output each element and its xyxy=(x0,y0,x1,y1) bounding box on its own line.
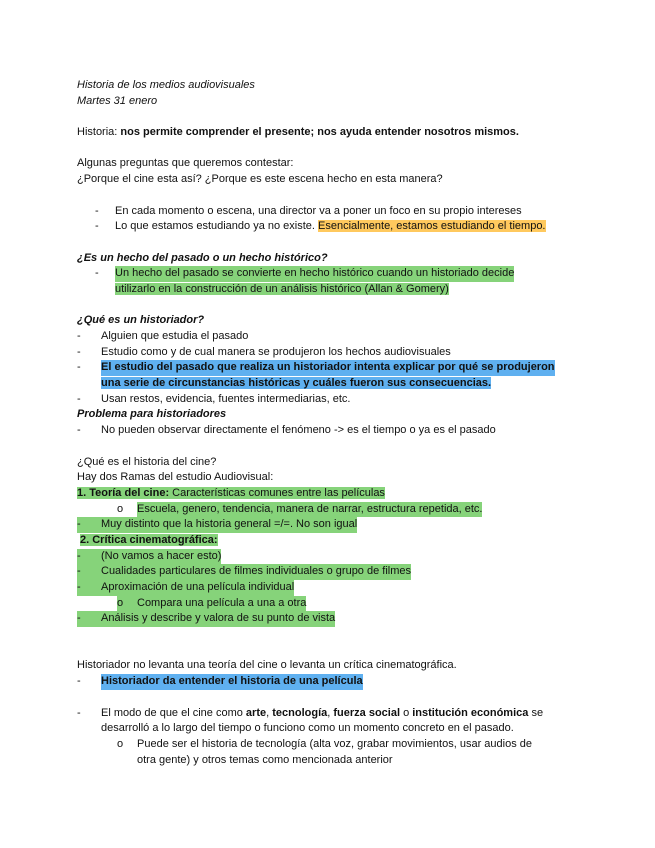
bullet-circle: o xyxy=(117,737,124,750)
list-item xyxy=(77,502,577,518)
list-item xyxy=(77,392,577,408)
teoria-line xyxy=(77,486,577,502)
document-page xyxy=(77,78,577,768)
bullet-dash: - xyxy=(77,392,81,405)
text-run: o xyxy=(400,706,413,719)
bullet-dash: - xyxy=(77,330,81,342)
term-tecnologia: tecnología xyxy=(272,706,328,719)
highlight-green: Muy distinto que la historia general =/=. No son igual xyxy=(101,517,357,533)
bullet-dash: - xyxy=(77,424,81,437)
highlight-yellow: Esencialmente, estamos estudiando el tiempo. xyxy=(318,220,546,233)
text-run: El modo de que el cine como xyxy=(101,706,246,719)
highlight-blue: El estudio del pasado que realiza un historiador intenta explicar por qué se produjeron xyxy=(101,360,555,376)
list-item xyxy=(77,517,577,533)
bullet-dash: - xyxy=(95,220,99,233)
bullet-text: Lo que estamos estudiando ya no existe. xyxy=(115,220,319,233)
intro-line xyxy=(77,125,577,141)
bullet-dash: - xyxy=(95,267,99,280)
bullet-dash: - xyxy=(95,204,99,217)
highlight-green: utilizarlo en la construcción de un análisis histórico (Allan & Gomery) xyxy=(115,282,449,295)
teoria-label: 1. Teoría del cine: xyxy=(77,486,173,499)
bullet-text: Puede ser el historia de tecnología (alta voz, grabar movimientos, usar audios de xyxy=(137,737,532,750)
list-item xyxy=(77,611,577,627)
term-arte: arte xyxy=(245,706,267,719)
bullet-dash: - xyxy=(77,361,81,374)
highlight-green: Escuela, genero, tendencia, manera de narrar, estructura repetida, etc. xyxy=(137,502,482,518)
list-item xyxy=(77,266,577,282)
doc-title: Historia de los medios audiovisuales xyxy=(77,79,255,91)
highlight-green: Compara una película a una a otra xyxy=(137,596,306,612)
problem-heading: Problema para historiadores xyxy=(77,408,227,421)
list-item xyxy=(77,549,577,565)
highlight-green: Aproximación de una película individual xyxy=(101,580,294,596)
questions-line1: Algunas preguntas que queremos contestar: xyxy=(77,157,294,170)
bullet-dash: - xyxy=(77,580,101,596)
text-run: , xyxy=(327,706,334,719)
highlight-green: Análisis y describe y valora de su punto de vista xyxy=(101,611,335,627)
list-item-continuation: desarrolló a lo largo del tiempo o funciono como un momento concreto en el pasado. xyxy=(101,722,514,735)
text-run: , xyxy=(266,706,273,719)
list-item xyxy=(77,329,577,345)
questions-line2: ¿Porque el cine esta así? ¿Porque es este escena hecho en esta manera? xyxy=(77,173,443,186)
bullet-dash: - xyxy=(77,564,101,580)
section-heading-historiador: ¿Qué es un historiador? xyxy=(77,314,205,327)
list-item-continuation xyxy=(77,282,577,298)
list-item xyxy=(77,580,577,596)
bullet-dash: - xyxy=(77,549,101,565)
term-fuerza-social: fuerza social xyxy=(333,706,401,719)
bullet-dash: - xyxy=(77,517,101,533)
bullet-text: Usan restos, evidencia, fuentes intermediarias, etc. xyxy=(101,392,351,405)
list-item xyxy=(77,596,577,612)
list-item xyxy=(77,219,577,235)
bullet-circle: o xyxy=(117,596,137,612)
bullet-dash: - xyxy=(77,675,81,688)
list-item xyxy=(77,345,577,361)
list-item xyxy=(77,706,577,722)
list-item xyxy=(77,737,577,753)
list-item-continuation: otra gente) y otros temas como mencionada anterior xyxy=(137,753,393,766)
text-run: se xyxy=(528,706,544,719)
list-item xyxy=(77,564,577,580)
intro-text: nos permite comprender el presente; nos ayuda entender nosotros mismos. xyxy=(120,126,519,139)
historia-cine-question: ¿Qué es el historia del cine? xyxy=(77,455,217,468)
bullet-dash: - xyxy=(77,345,81,358)
bullet-text: Alguien que estudia el pasado xyxy=(101,330,249,342)
highlight-green: Un hecho del pasado se convierte en hecho histórico cuando un historiado decide xyxy=(115,266,514,282)
highlight-green: Cualidades particulares de filmes individuales o grupo de filmes xyxy=(101,564,411,580)
term-institucion: institución económica xyxy=(412,706,529,719)
critica-label: 2. Crítica cinematográfica: xyxy=(80,533,218,546)
bullet-text-rich xyxy=(101,706,543,722)
intro-label: Historia: xyxy=(77,126,121,139)
highlight-green: (No vamos a hacer esto) xyxy=(101,549,221,565)
bullet-dash: - xyxy=(77,706,81,719)
ramas-line: Hay dos Ramas del estudio Audiovisual: xyxy=(77,471,274,484)
list-item xyxy=(77,423,577,439)
highlight-blue: Historiador da entender el historia de una película xyxy=(101,674,363,690)
bullet-dash: - xyxy=(77,611,101,627)
list-item xyxy=(77,674,577,690)
highlight-blue: una serie de circunstancias históricas y cuáles fueron sus consecuencias. xyxy=(101,377,492,390)
bullet-text: No pueden observar directamente el fenómeno -> es el tiempo o ya es el pasado xyxy=(101,424,496,437)
list-item-continuation xyxy=(77,376,577,392)
final-line: Historiador no levanta una teoría del cine o levanta un crítica cinematográfica. xyxy=(77,659,457,672)
doc-date: Martes 31 enero xyxy=(77,94,158,107)
bullet-text: Estudio como y de cual manera se produjeron los hechos audiovisuales xyxy=(101,345,451,358)
section-heading-hecho: ¿Es un hecho del pasado o un hecho histórico? xyxy=(77,251,328,264)
critica-line xyxy=(77,533,577,549)
teoria-text: Características comunes entre las películas xyxy=(172,486,385,499)
bullet-circle: o xyxy=(117,502,124,515)
bullet-text: En cada momento o escena, una director va a poner un foco en su propio intereses xyxy=(115,204,522,217)
list-item xyxy=(77,204,577,220)
list-item xyxy=(77,360,577,376)
